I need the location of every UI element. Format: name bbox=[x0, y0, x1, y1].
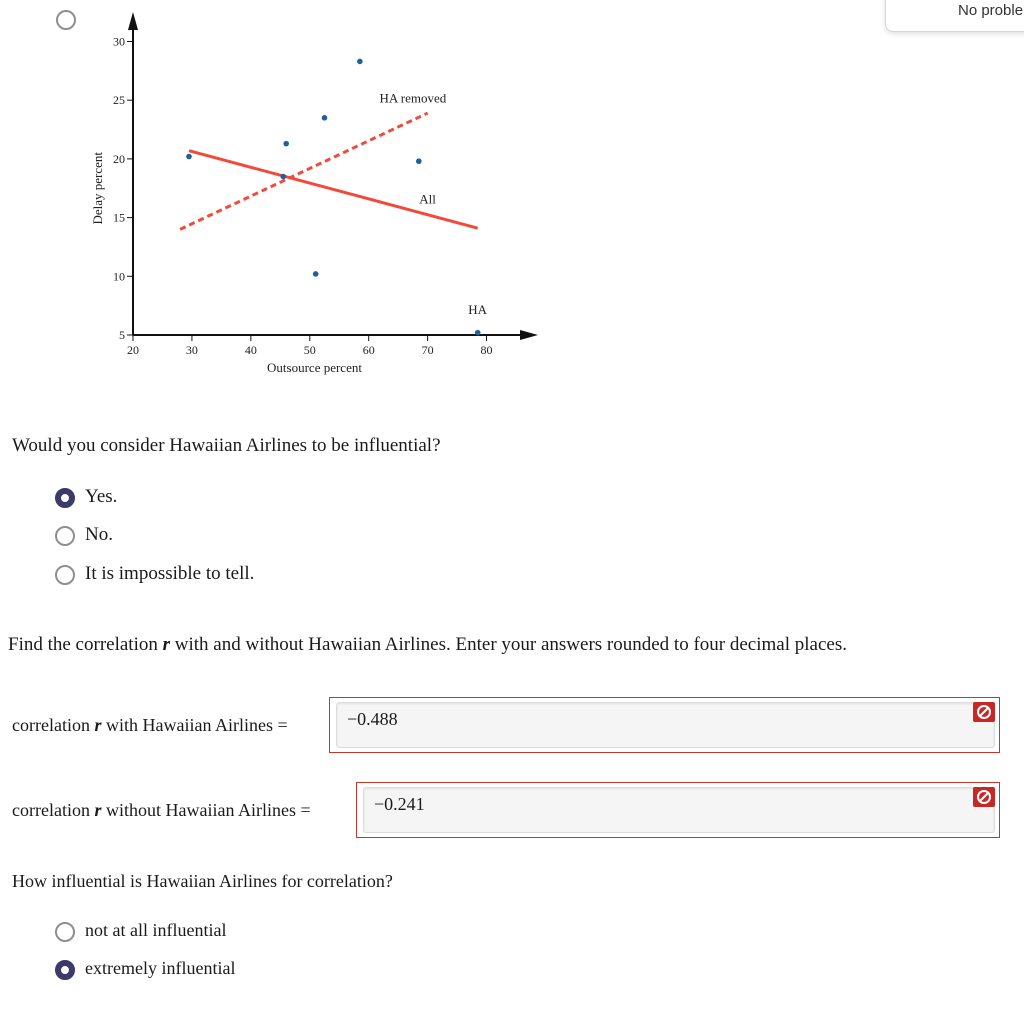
x-tick-label: 20 bbox=[127, 343, 139, 357]
x-axis-arrow bbox=[520, 330, 538, 340]
data-point bbox=[322, 115, 328, 121]
x-tick-label: 80 bbox=[480, 343, 493, 357]
with-answer-box bbox=[329, 697, 1000, 753]
without-label: correlation r without Hawaiian Airlines = bbox=[12, 800, 311, 820]
x-tick-label: 60 bbox=[362, 343, 375, 357]
y-tick-label: 10 bbox=[113, 269, 125, 284]
radio-impossible[interactable] bbox=[55, 565, 75, 585]
radio-yes[interactable] bbox=[55, 488, 75, 508]
radio-no[interactable] bbox=[55, 526, 75, 546]
chart-annotation: HA bbox=[468, 301, 488, 317]
y-tick-label: 15 bbox=[113, 210, 125, 225]
question-correlation-pre: Find the correlation bbox=[8, 634, 163, 655]
feedback-popup bbox=[885, 0, 1024, 32]
r-symbol: r bbox=[162, 634, 171, 655]
with-answer-field[interactable] bbox=[336, 702, 995, 748]
data-point bbox=[283, 141, 289, 147]
radio-extremely-influential[interactable] bbox=[55, 960, 75, 980]
option-no-label: No. bbox=[85, 524, 113, 545]
option-impossible-label: It is impossible to tell. bbox=[85, 563, 255, 584]
top-radio[interactable] bbox=[56, 10, 76, 30]
error-icon bbox=[973, 702, 995, 722]
y-axis-label: Delay percent bbox=[90, 151, 105, 225]
with-label: correlation r with Hawaiian Airlines = bbox=[12, 715, 288, 735]
regression-line-ha-removed bbox=[180, 113, 427, 229]
x-tick-label: 40 bbox=[244, 343, 257, 357]
y-tick-label: 20 bbox=[113, 151, 125, 166]
y-tick-label: 30 bbox=[113, 34, 125, 49]
question-correlation-post: with and without Hawaiian Airlines. Enter your answers rounded to four decimal places. bbox=[170, 634, 847, 655]
data-point bbox=[416, 158, 422, 164]
with-answer-input[interactable] bbox=[347, 709, 647, 730]
x-tick-label: 70 bbox=[421, 343, 434, 357]
option-not-influential-label: not at all influential bbox=[85, 920, 227, 940]
data-point bbox=[280, 174, 286, 180]
popup-text: No proble bbox=[958, 2, 1024, 19]
question-how-influential: How influential is Hawaiian Airlines for correlation? bbox=[12, 871, 393, 891]
question-correlation bbox=[8, 634, 847, 656]
regression-line-all bbox=[189, 151, 478, 228]
data-point bbox=[475, 330, 481, 336]
chart-annotation: All bbox=[419, 191, 436, 207]
scatter-chart bbox=[80, 10, 540, 390]
data-point bbox=[186, 154, 192, 160]
y-tick-label: 5 bbox=[119, 328, 125, 342]
option-yes-label: Yes. bbox=[85, 486, 118, 507]
without-answer-input[interactable] bbox=[374, 794, 674, 815]
y-axis-arrow bbox=[128, 12, 138, 30]
question-influential: Would you consider Hawaiian Airlines to be influential? bbox=[12, 435, 441, 456]
error-icon bbox=[973, 787, 995, 807]
chart-annotation: HA removed bbox=[379, 90, 447, 106]
data-point bbox=[313, 271, 319, 277]
x-tick-label: 30 bbox=[185, 343, 198, 357]
x-axis-label: Outsource percent bbox=[267, 360, 362, 375]
x-tick-label: 50 bbox=[303, 343, 316, 357]
option-extremely-influential-label: extremely influential bbox=[85, 958, 236, 978]
without-answer-box bbox=[356, 782, 1000, 838]
radio-not-influential[interactable] bbox=[55, 922, 75, 942]
without-answer-field[interactable] bbox=[363, 787, 995, 833]
y-tick-label: 25 bbox=[113, 93, 125, 108]
data-point bbox=[357, 59, 363, 65]
